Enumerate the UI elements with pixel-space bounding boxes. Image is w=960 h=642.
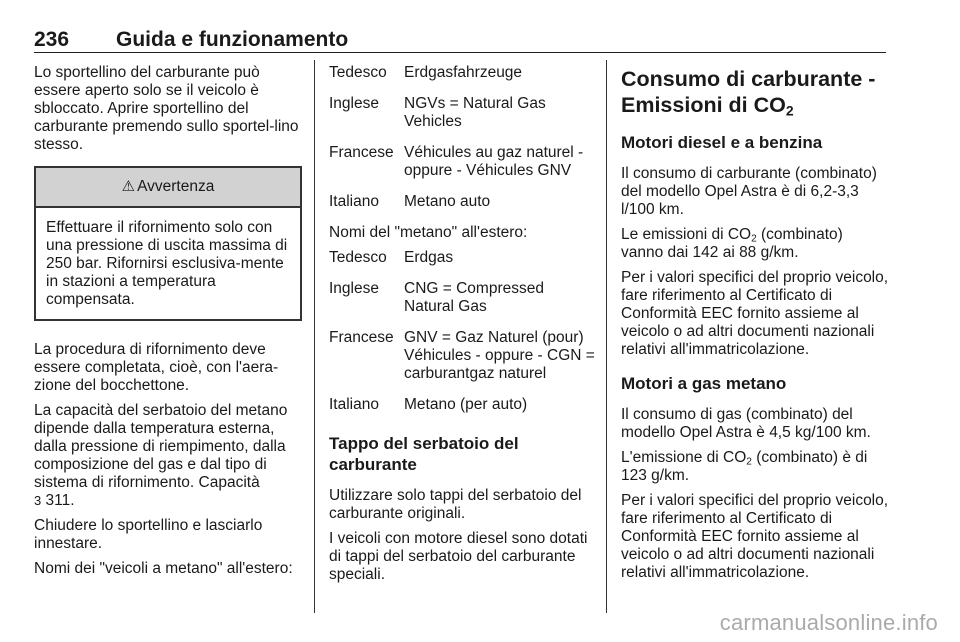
column-divider-right [606,60,607,613]
language-cell: Tedesco [329,64,387,81]
fuel-cap-text-1: Utilizzare solo tappi del serbatoio del carburante originali. [329,487,582,522]
diesel-emissions-post: (combinato) vanno dai 142 ai 88 g/km. [621,226,843,261]
tank-capacity-text [34,402,302,510]
gas-emissions-post: (combinato) è di 123 g/km. [621,449,868,484]
fuel-cap-text-2: I veicoli con motore diesel sono dotati di tappi del serbatoio del carburante speciali. [329,530,588,583]
watermark: carmanualsonline.info [719,610,938,635]
term-cell: NGVs = Natural Gas Vehicles [404,95,546,130]
term-cell: Véhicules au gaz naturel - oppure - Véhicules GNV [404,144,584,179]
term-cell: Metano auto [404,193,491,210]
gas-emissions-text [621,449,889,485]
table-row [329,64,595,95]
consumption-heading-text: Consumo di carburante - Emissioni di CO [621,67,876,117]
table-row [329,329,595,396]
language-cell: Inglese [329,280,379,297]
term-cell: Erdgas [404,249,454,266]
column-divider-left [314,60,315,613]
table-row [329,193,595,224]
language-cell: Inglese [329,95,379,112]
warning-title: Avvertenza [137,178,215,195]
warning-triangle-icon: ⚠ [121,178,136,195]
page-reference[interactable]: 311. [45,492,75,509]
table-row [329,249,595,280]
language-cell: Italiano [329,396,379,413]
language-cell: Francese [329,329,394,346]
gas-certificate-text: Per i valori specifici del proprio veicolo, fare riferimento al Certificato di Conformità EEC fornito assieme al veicolo o ad altri documenti nazionali relativi all'immatricolazione. [621,492,889,581]
column-middle [329,64,595,591]
term-cell: CNG = Compressed Natural Gas [404,280,544,315]
warning-header [36,168,300,208]
page-reference-arrow-icon: 3 [34,493,42,508]
table-row [329,396,595,427]
consumption-heading [621,66,889,118]
term-cell: Metano (per auto) [404,396,528,413]
table-row [329,280,595,329]
page-header [34,28,886,50]
language-cell: Italiano [329,193,379,210]
gas-names-lead: Nomi del "metano" all'estero: [329,224,528,241]
language-cell: Tedesco [329,249,387,266]
gas-engines-heading: Motori a gas metano [621,374,787,393]
gas-emissions-subscript: 2 [746,456,752,468]
column-left [34,64,302,585]
table-row [329,95,595,144]
vehicle-names-lead: Nomi dei "veicoli a metano" all'estero: [34,560,293,577]
page-number: 236 [34,28,70,51]
refuel-procedure-text: La procedura di rifornimento deve essere completata, cioè, con l'aera-zione del bocchettone. [34,341,279,394]
gas-emissions-pre: L'emissione di CO [621,449,747,466]
diesel-consumption-text: Il consumo di carburante (combinato) del modello Opel Astra è di 6,2-3,3 l/100 km. [621,165,877,218]
table-row [329,144,595,193]
consumption-heading-subscript: 2 [785,102,794,119]
column-right [621,64,889,589]
diesel-emissions-text [621,226,889,262]
language-cell: Francese [329,144,394,161]
diesel-emissions-pre: Le emissioni di CO [621,226,752,243]
vehicle-names-table [329,64,595,224]
close-flap-text: Chiudere lo sportellino e lasciarlo innestare. [34,517,263,552]
tank-capacity-body: La capacità del serbatoio del metano dipende dalla temperatura esterna, dalla pressione di riempimento, dalla composizione del gas e dal tipo di sistema di rifornimento. Capacità [34,402,288,491]
diesel-emissions-subscript: 2 [751,233,757,245]
term-cell: GNV = Gaz Naturel (pour) Véhicules - oppure - CGN = carburantgaz naturel [404,329,595,382]
warning-body: Effettuare il rifornimento solo con una pressione di uscita massima di 250 bar. Rifornirsi esclusiva-mente in stazioni a temperatura compensata. [46,219,288,308]
warning-box [34,166,302,321]
fuel-cap-heading: Tappo del serbatoio del carburante [329,434,519,474]
gas-consumption-text: Il consumo di gas (combinato) del modello Opel Astra è 4,5 kg/100 km. [621,406,871,441]
page-header-title: Guida e funzionamento [116,28,349,51]
header-rule [34,52,886,53]
diesel-certificate-text: Per i valori specifici del proprio veicolo, fare riferimento al Certificato di Conformità EEC fornito assieme al veicolo o ad altri documenti nazionali relativi all'immatricolazione. [621,269,889,358]
fuel-flap-intro: Lo sportellino del carburante può essere aperto solo se il veicolo è sbloccato. Aprire sportellino del carburante premendo sullo sportel-lino stesso. [34,64,299,153]
diesel-petrol-heading: Motori diesel e a benzina [621,133,823,152]
term-cell: Erdgasfahrzeuge [404,64,523,81]
gas-names-table [329,249,595,427]
